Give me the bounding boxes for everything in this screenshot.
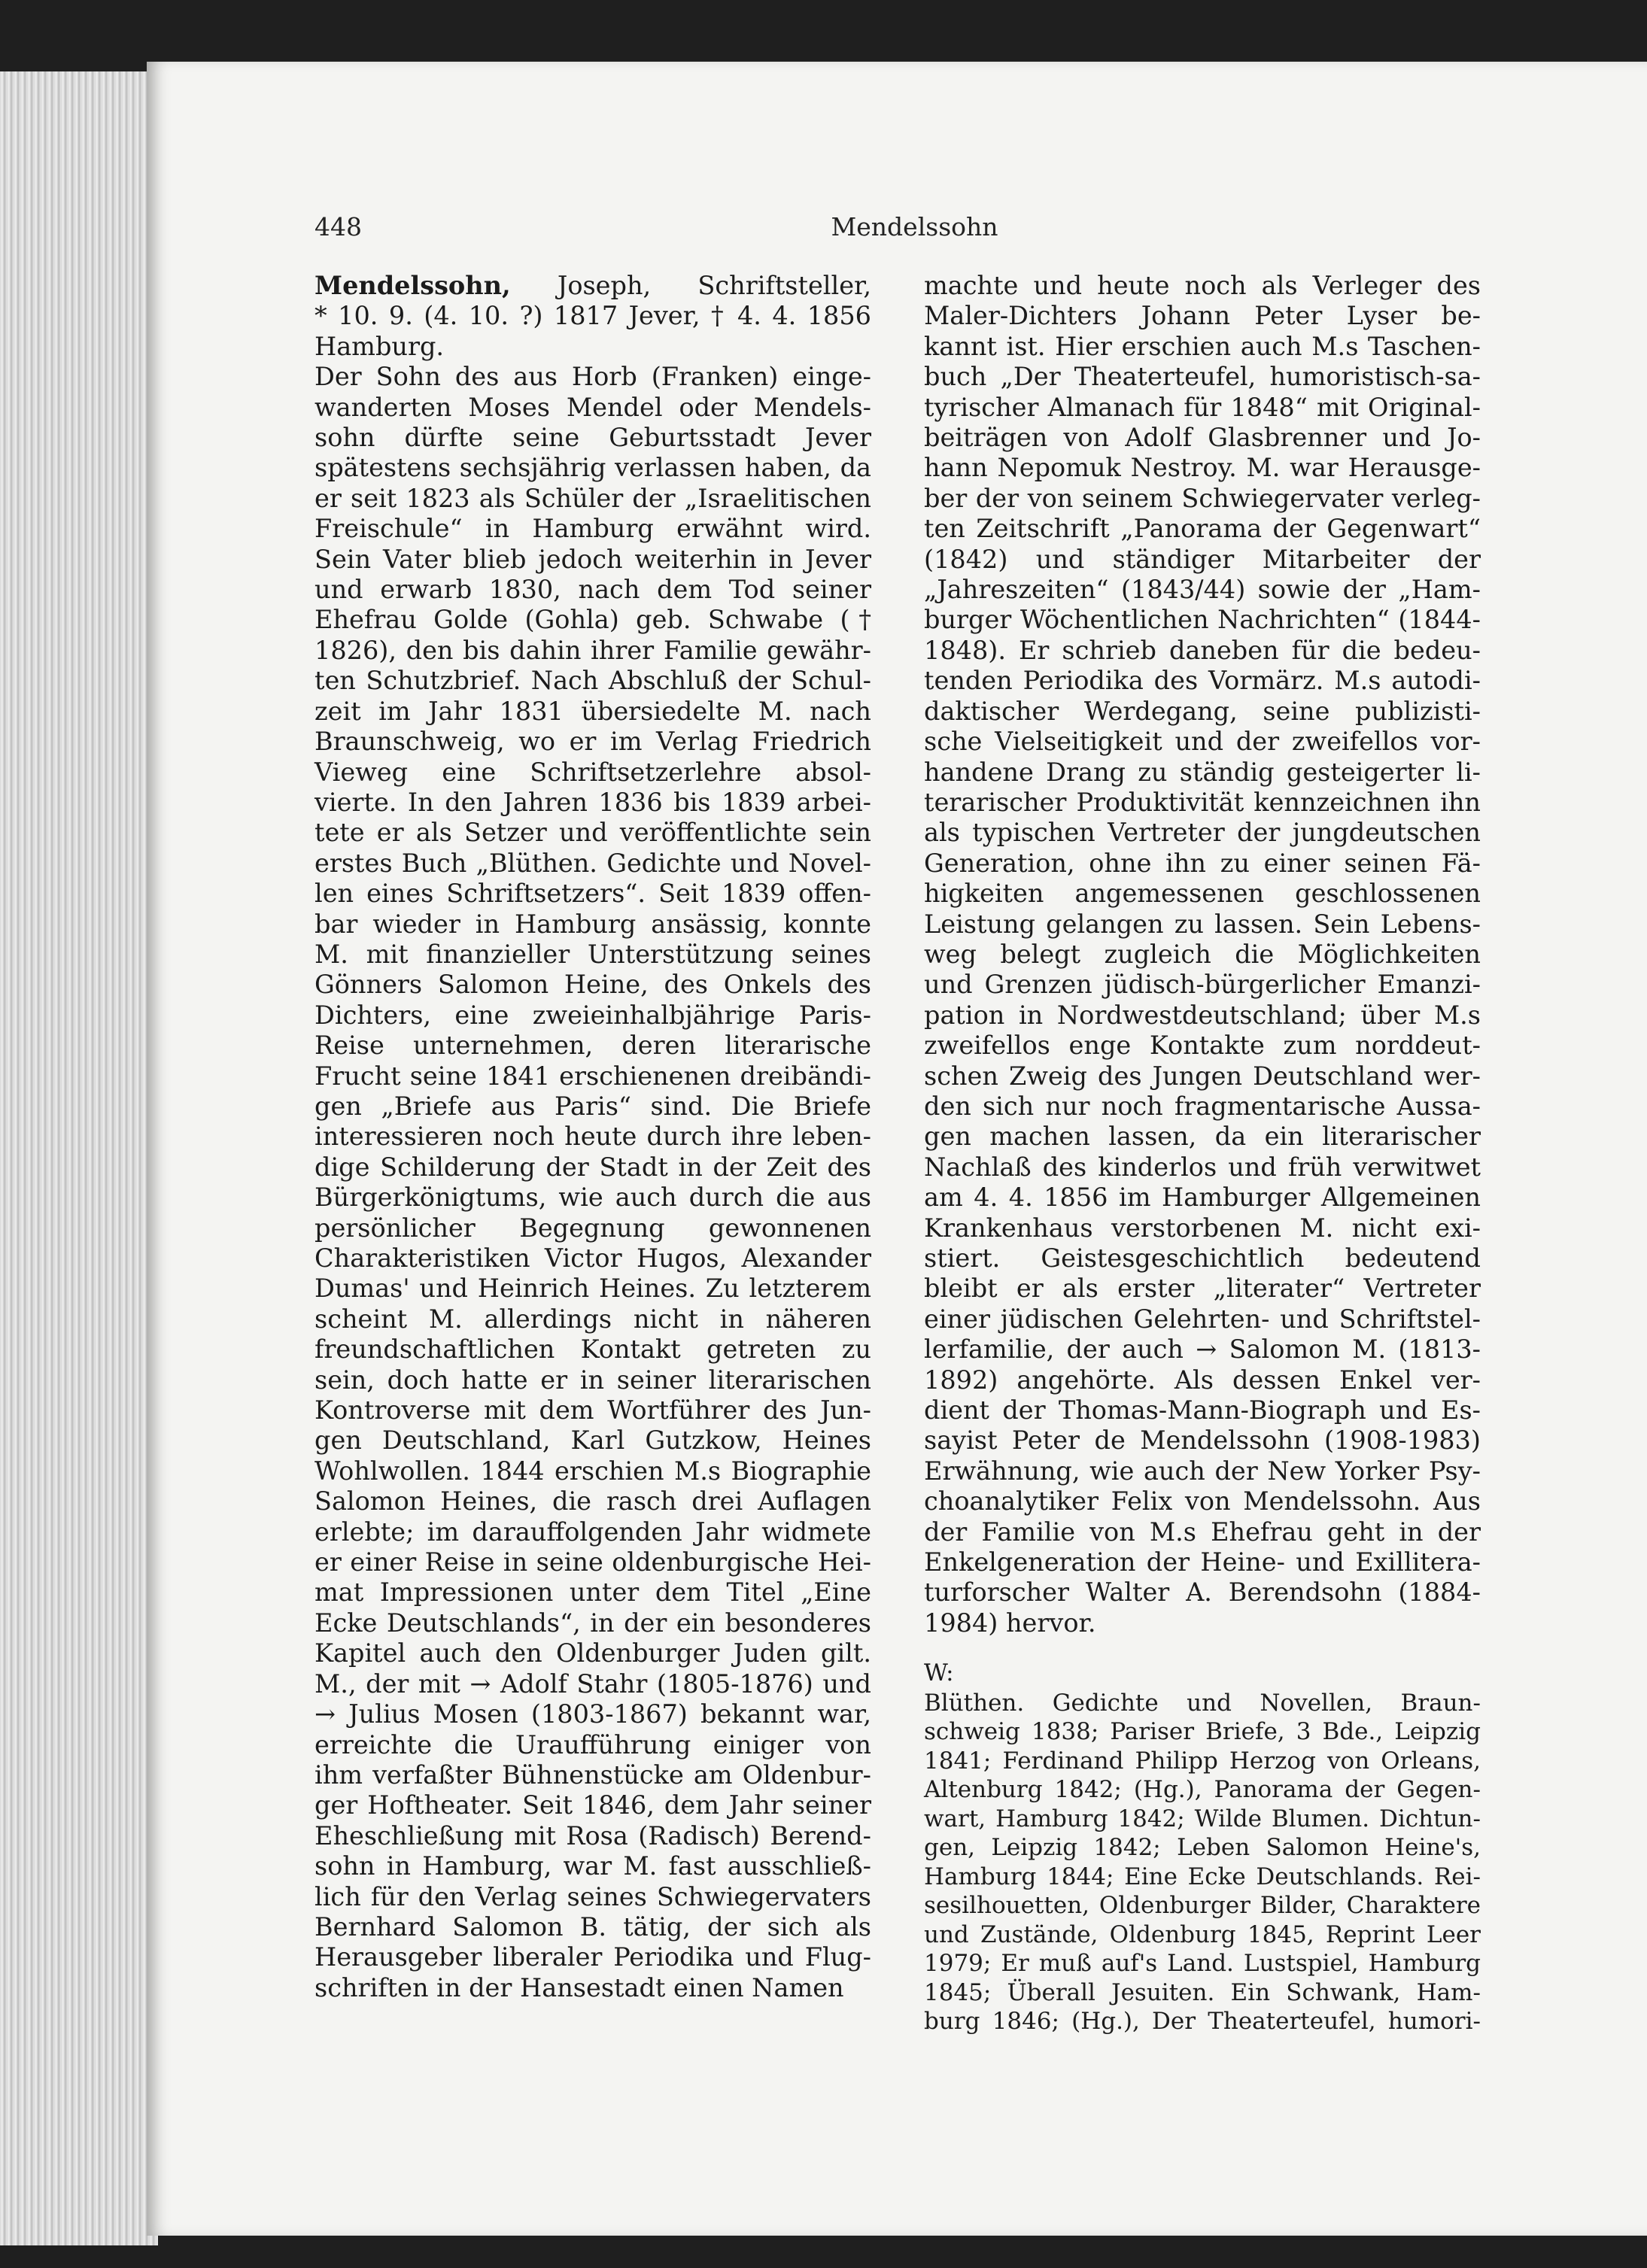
text-line: Braunschweig, wo er im Verlag Friedrich [315, 727, 871, 757]
text-line: (1842) und ständiger Mitarbeiter der [924, 544, 1481, 574]
text-line: der Familie von M.s Ehefrau geht in der [924, 1517, 1481, 1547]
text-line: ihm verfaßter Bühnenstücke am Oldenbur- [315, 1759, 871, 1790]
text-line: Ecke Deutschlands“, in der ein besonderes [315, 1608, 871, 1638]
text-line: ger Hoftheater. Seit 1846, dem Jahr seiner [315, 1790, 871, 1820]
text-line: interessieren noch heute durch ihre leben- [315, 1122, 871, 1152]
text-line: erstes Buch „Blüthen. Gedichte und Novel- [315, 848, 871, 878]
entry-heading-line [315, 271, 871, 301]
works-line: burg 1846; (Hg.), Der Theaterteufel, humori- [924, 2008, 1481, 2036]
entry-name: Mendelssohn, [315, 271, 511, 300]
text-line: handene Drang zu ständig gesteigerter li- [924, 757, 1481, 787]
works-line: 1841; Ferdinand Philipp Herzog von Orleans, [924, 1747, 1481, 1775]
text-line: „Jahreszeiten“ (1843/44) sowie der „Ham- [924, 575, 1481, 605]
text-line: Ehefrau Golde (Gohla) geb. Schwabe († [315, 605, 871, 635]
text-line: er seit 1823 als Schüler der „Israelitischen [315, 483, 871, 513]
text-line: turforscher Walter A. Berendsohn (1884- [924, 1577, 1481, 1608]
works-line: Hamburg 1844; Eine Ecke Deutschlands. Rei- [924, 1863, 1481, 1890]
text-line: dige Schilderung der Stadt in der Zeit des [315, 1152, 871, 1182]
text-line: bleibt er als erster „literater“ Vertreter [924, 1274, 1481, 1304]
text-line: wanderten Moses Mendel oder Mendels- [315, 392, 871, 422]
text-line: Vieweg eine Schriftsetzerlehre absol- [315, 757, 871, 787]
text-line: Sein Vater blieb jedoch weiterhin in Jever [315, 544, 871, 574]
text-line: lich für den Verlag seines Schwiegervaters [315, 1881, 871, 1911]
text-line: Herausgeber liberaler Periodika und Flug- [315, 1942, 871, 1972]
text-line: und Grenzen jüdisch-bürgerlicher Emanzi- [924, 970, 1481, 1000]
text-line: Salomon Heines, die rasch drei Auflagen [315, 1486, 871, 1517]
text-line: 1848). Er schrieb daneben für die bedeu- [924, 635, 1481, 665]
text-line: Eheschließung mit Rosa (Radisch) Berend- [315, 1820, 871, 1851]
text-line: vierte. In den Jahren 1836 bis 1839 arbei- [315, 787, 871, 817]
text-line: Reise unternehmen, deren literarische [315, 1031, 871, 1061]
text-line: erreichte die Uraufführung einiger von [315, 1729, 871, 1759]
text-line: weg belegt zugleich die Möglichkeiten [924, 939, 1481, 969]
text-line: Bernhard Salomon B. tätig, der sich als [315, 1911, 871, 1942]
text-line: Der Sohn des aus Horb (Franken) einge- [315, 362, 871, 392]
text-line: gen Deutschland, Karl Gutzkow, Heines [315, 1425, 871, 1456]
text-line: ten Schutzbrief. Nach Abschluß der Schul- [315, 666, 871, 696]
works-line: Blüthen. Gedichte und Novellen, Braun- [924, 1689, 1481, 1717]
page-header [315, 212, 1515, 250]
text-line: Generation, ohne ihn zu einer seinen Fä- [924, 848, 1481, 878]
text-line: Charakteristiken Victor Hugos, Alexander [315, 1243, 871, 1273]
text-line: M. mit finanzieller Unterstützung seines [315, 939, 871, 969]
left-column [315, 271, 871, 2003]
text-line: Dichters, eine zweieinhalbjährige Paris- [315, 1000, 871, 1030]
text-line: 1892) angehörte. Als dessen Enkel ver- [924, 1365, 1481, 1395]
text-line: Maler-Dichters Johann Peter Lyser be- [924, 301, 1481, 331]
text-line: am 4. 4. 1856 im Hamburger Allgemeinen [924, 1183, 1481, 1213]
text-line: dient der Thomas-Mann-Biograph und Es- [924, 1395, 1481, 1425]
text-line: den sich nur noch fragmentarische Aussa- [924, 1091, 1481, 1121]
text-line: stiert. Geistesgeschichtlich bedeutend [924, 1243, 1481, 1273]
book-page-edges [0, 71, 158, 2245]
text-line: terarischer Produktivität kennzeichnen ihn [924, 787, 1481, 817]
text-line: erlebte; im darauffolgenden Jahr widmete [315, 1517, 871, 1547]
text-line: M., der mit → Adolf Stahr (1805-1876) und [315, 1668, 871, 1699]
text-line: sche Vielseitigkeit und der zweifellos vor- [924, 727, 1481, 757]
text-line: ber der von seinem Schwiegervater verleg- [924, 483, 1481, 513]
text-line: tenden Periodika des Vormärz. M.s autodi- [924, 666, 1481, 696]
text-line: schen Zweig des Jungen Deutschland wer- [924, 1061, 1481, 1091]
text-line: → Julius Mosen (1803-1867) bekannt war, [315, 1699, 871, 1729]
text-line: kannt ist. Hier erschien auch M.s Taschen- [924, 331, 1481, 361]
text-line: daktischer Werdegang, seine publizisti- [924, 696, 1481, 726]
text-line: Kapitel auch den Oldenburger Juden gilt. [315, 1638, 871, 1668]
works-line: 1979; Er muß auf's Land. Lustspiel, Hamburg [924, 1950, 1481, 1978]
text-line: Bürgerkönigtums, wie auch durch die aus [315, 1183, 871, 1213]
works-line: Altenburg 1842; (Hg.), Panorama der Gegen- [924, 1776, 1481, 1804]
text-line: beiträgen von Adolf Glasbrenner und Jo- [924, 423, 1481, 453]
text-line: schriften in der Hansestadt einen Namen [315, 1972, 844, 2002]
text-line: und erwarb 1830, nach dem Tod seiner [315, 575, 871, 605]
text-line: gen machen lassen, da ein literarischer [924, 1122, 1481, 1152]
text-line: er einer Reise in seine oldenburgische Hei- [315, 1547, 871, 1577]
text-line: tyrischer Almanach für 1848“ mit Original- [924, 392, 1481, 422]
page-number: 448 [315, 212, 362, 241]
running-head: Mendelssohn [831, 212, 998, 241]
text-line: hann Nepomuk Nestroy. M. war Herausge- [924, 453, 1481, 483]
text-line: Gönners Salomon Heine, des Onkels des [315, 970, 871, 1000]
works-line: 1845; Überall Jesuiten. Ein Schwank, Ham- [924, 1978, 1481, 2006]
works-line: schweig 1838; Pariser Briefe, 3 Bde., Leipzig [924, 1718, 1481, 1746]
text-line: Freischule“ in Hamburg erwähnt wird. [315, 514, 871, 544]
text-line: zeit im Jahr 1831 übersiedelte M. nach [315, 696, 871, 726]
text-line: Enkelgeneration der Heine- und Exillitera- [924, 1547, 1481, 1577]
text-line: mat Impressionen unter dem Titel „Eine [315, 1577, 871, 1608]
text-line: 1984) hervor. [924, 1608, 1096, 1638]
works-line: gen, Leipzig 1842; Leben Salomon Heine's, [924, 1834, 1481, 1862]
text-line: sein, doch hatte er in seiner literarischen [315, 1365, 871, 1395]
text-line: pation in Nordwestdeutschland; über M.s [924, 1000, 1481, 1030]
text-line: einer jüdischen Gelehrten- und Schriftstel- [924, 1304, 1481, 1334]
text-line: buch „Der Theaterteufel, humoristisch-sa- [924, 362, 1481, 392]
text-line: * 10. 9. (4. 10. ?) 1817 Jever, † 4. 4. 1856 [315, 301, 871, 331]
text-line: Wohlwollen. 1844 erschien M.s Biographie [315, 1456, 871, 1486]
text-line: freundschaftlichen Kontakt getreten zu [315, 1334, 871, 1365]
text-line: ten Zeitschrift „Panorama der Gegenwart“ [924, 514, 1481, 544]
text-line: zweifellos enge Kontakte zum norddeut- [924, 1031, 1481, 1061]
text-line: Frucht seine 1841 erschienenen dreibändi- [315, 1061, 871, 1091]
text-line: scheint M. allerdings nicht in näheren [315, 1304, 871, 1334]
text-line: bar wieder in Hamburg ansässig, konnte [315, 909, 871, 939]
text-line: sohn in Hamburg, war M. fast ausschließ- [315, 1851, 871, 1881]
text-line: Kontroverse mit dem Wortführer des Jun- [315, 1395, 871, 1425]
text-line: gen „Briefe aus Paris“ sind. Die Briefe [315, 1091, 871, 1121]
text-line: burger Wöchentlichen Nachrichten“ (1844- [924, 605, 1481, 635]
text-line: lerfamilie, der auch → Salomon M. (1813- [924, 1334, 1481, 1365]
works-line: wart, Hamburg 1842; Wilde Blumen. Dichtun- [924, 1805, 1481, 1832]
works-line: sesilhouetten, Oldenburger Bilder, Charaktere [924, 1892, 1481, 1920]
entry-heading-rest: Joseph, Schriftsteller, [510, 271, 871, 300]
text-line: tete er als Setzer und veröffentlichte sein [315, 818, 871, 848]
text-line: Dumas' und Heinrich Heines. Zu letzterem [315, 1274, 871, 1304]
text-line: machte und heute noch als Verleger des [924, 271, 1481, 300]
text-line: choanalytiker Felix von Mendelssohn. Aus [924, 1486, 1481, 1517]
text-line: Leistung gelangen zu lassen. Sein Lebens- [924, 909, 1481, 939]
text-line: spätestens sechsjährig verlassen haben, da [315, 453, 871, 483]
text-line: sayist Peter de Mendelssohn (1908-1983) [924, 1425, 1481, 1456]
works-label: W: [924, 1659, 954, 1687]
text-line: als typischen Vertreter der jungdeutschen [924, 818, 1481, 848]
right-column [924, 271, 1481, 2036]
text-line: Krankenhaus verstorbenen M. nicht exi- [924, 1213, 1481, 1243]
text-line: Hamburg. [315, 331, 445, 361]
text-line: Erwähnung, wie auch der New Yorker Psy- [924, 1456, 1481, 1486]
text-line: Nachlaß des kinderlos und früh verwitwet [924, 1152, 1481, 1182]
section-gap [924, 1638, 1481, 1658]
text-line: 1826), den bis dahin ihrer Familie gewähr- [315, 635, 871, 665]
text-line: higkeiten angemessenen geschlossenen [924, 879, 1481, 909]
text-line: len eines Schriftsetzers“. Seit 1839 offen- [315, 879, 871, 909]
text-line: persönlicher Begegnung gewonnenen [315, 1213, 871, 1243]
works-line: und Zustände, Oldenburg 1845, Reprint Leer [924, 1920, 1481, 1948]
text-line: sohn dürfte seine Geburtsstadt Jever [315, 423, 871, 453]
